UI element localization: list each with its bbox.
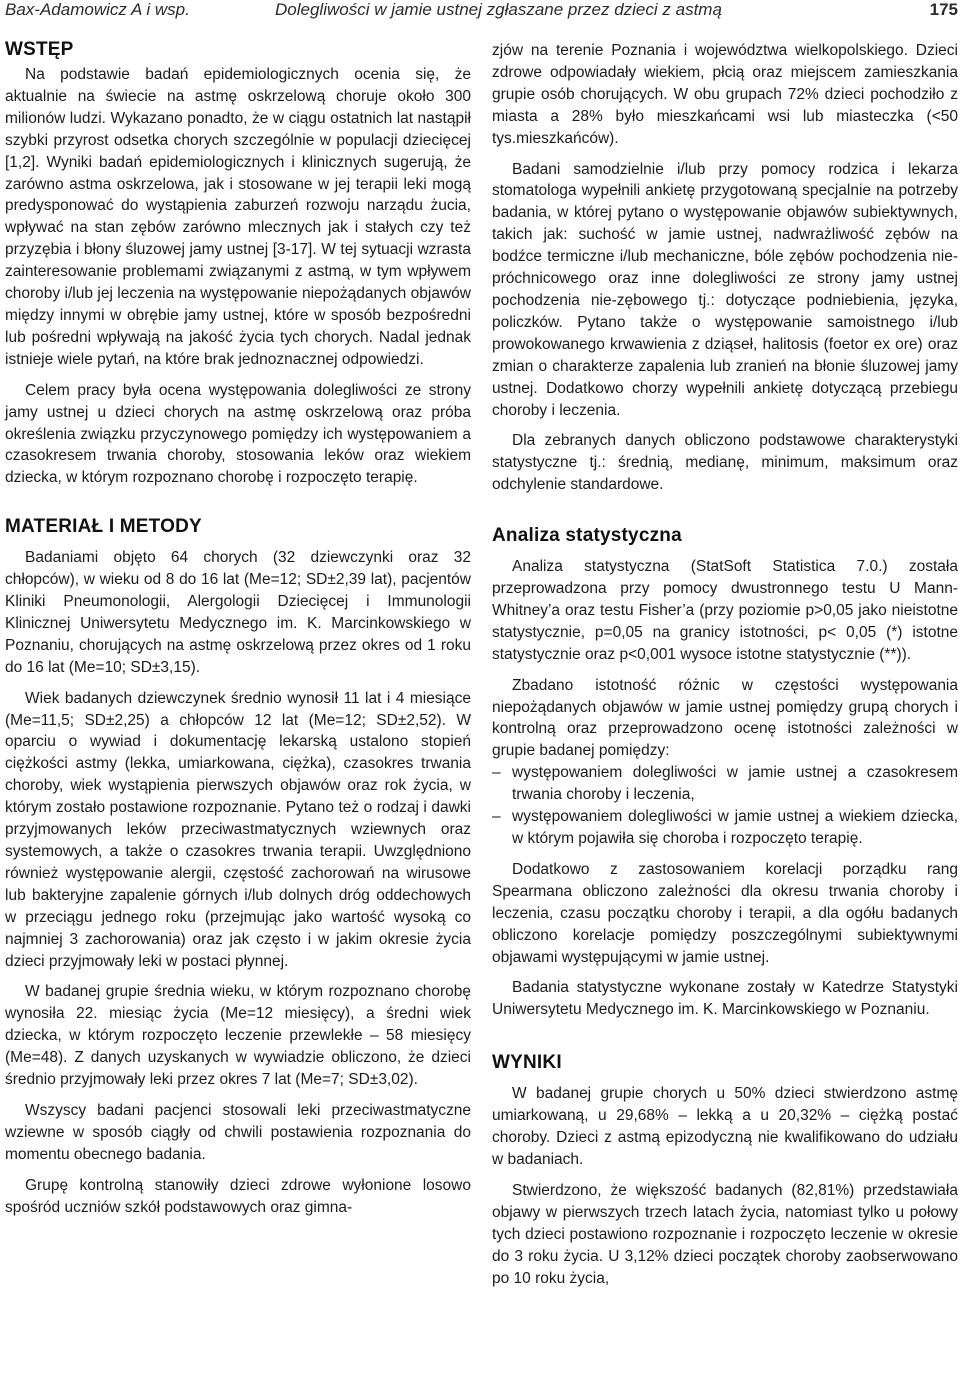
running-header (0, 0, 960, 22)
section-heading-results: WYNIKI (492, 1052, 562, 1074)
paragraph: Na podstawie badań epidemiologicznych ocenia się, że aktualnie na świecie na astmę oskrzelową choruje około 300 milionów ludzi. Wykazano ponadto, że w ciągu ostatnich lat nastąpił szybki przyrost odsetka chorych szczególnie w populacji dziecięcej [1,2]. Wyniki badań epidemiologicznych i klinicznych sugerują, że zarówno astma oskrzelowa, jak i stosowane w jej terapii leki mogą predysponować do wystąpienia zaburzeń rozwoju narządu żucia, wpływać na stan zębów zarówno mlecznych jak i stałych czy też przyzębia i błony śluzowej jamy ustnej [3-17]. W tej sytuacji wzrasta zainteresowanie problemami związanymi z astmą, w tym wpływem choroby i/lub jej leczenia na występowanie niepożądanych objawów między innymi w obrębie jamy ustnej, które w sposób bezpośredni lub pośredni wpływają na jakość życia tych chorych. Nadal jednak istnieje wiele pytań, na które brak jednoznacznej odpowiedzi. (5, 66, 471, 368)
page-number: 175 (929, 0, 958, 19)
header-title: Dolegliwości w jamie ustnej zgłaszane przez dzieci z astmą (275, 0, 722, 19)
section-heading-intro: WSTĘP (5, 39, 74, 60)
paragraph: Grupę kontrolną stanowiły dzieci zdrowe wyłonione losowo spośród uczniów szkół podstawowych oraz gimna- (5, 1176, 471, 1216)
paragraph: Dodatkowo z zastosowaniem korelacji porządku rang Spearmana obliczono zależności dla okresu trwania choroby i leczenia, czasu początku choroby i terapii, a dla ogółu badanych obliczono korelacje pomiędzy poszczególnymi subiektywnymi objawami występującymi w jamie ustnej. (492, 860, 958, 966)
list-item: – występowaniem dolegliwości w jamie ustnej a wiekiem dziecka, w którym pojawiła się choroba i rozpoczęto terapię. (492, 806, 958, 850)
section-heading-methods: MATERIAŁ I METODY (5, 516, 202, 538)
paragraph: Zbadano istotność różnic w częstości występowania niepożądanych objawów w jamie ustnej pomiędzy grupą chorych i kontrolną oraz przeprowadzono ocenę istotności zależności w grupie badanej pomiędzy: (492, 676, 958, 760)
paragraph: Badaniami objęto 64 chorych (32 dziewczynki oraz 32 chłopców), w wieku od 8 do 16 lat (Me=12; SD±2,39 lat), pacjentów Kliniki Pneumonologii, Alergologii Dziecięcej i Immunologii Klinicznej Uniwersytetu Medycznego im. K. Marcinkowskiego w Poznaniu, chorujących na astmę oskrzelową przez okres od 1 roku do 16 lat (Me=10; SD±3,15). (5, 549, 471, 676)
paragraph: Dla zebranych danych obliczono podstawowe charakterystyki statystyczne tj.: średnią, medianę, minimum, maksimum oraz odchylenie standardowe. (492, 432, 958, 494)
paragraph: Celem pracy była ocena występowania dolegliwości ze strony jamy ustnej u dzieci chorych na astmę oskrzelową oraz próba określenia związku przyczynowego pomiędzy ich występowaniem a czasokresem trwania choroby, stosowania leków oraz wiekiem dziecka, w którym rozpoznano chorobę i rozpoczęto terapię. (5, 381, 471, 487)
left-column (5, 38, 471, 1219)
paragraph: Wiek badanych dziewczynek średnio wynosił 11 lat i 4 miesiące (Me=11,5; SD±2,25) a chłopców 12 lat (Me=12; SD±2,52). W oparciu o wywiad i dokumentację lekarską ustalono stopień ciężkości astmy (lekka, umiarkowana, ciężka), czasokres trwania choroby, wiek wystąpienia pierwszych objawów oraz rok życia, w którym zostało postawione rozpoznanie. Pytano też o rodzaj i dawki przyjmowanych leków przeciwastmatycznych wziewnych oraz systemowych, a także o czasokres trwania terapii. Uwzględniono również występowanie alergii, częstość zachorowań na wirusowe lub bakteryjne zapalenie górnych i/lub dolnych dróg oddechowych w przeciągu jednego roku (przejmując jako wartość wysoką co najmniej 3 zachorowania) oraz jak często i w jakim okresie życia dzieci przyjmowały leki w postaci płynnej. (5, 689, 471, 970)
paragraph: W badanej grupie średnia wieku, w którym rozpoznano chorobę wynosiła 22. miesiąc życia (Me=12 miesięcy), a średni wiek dziecka, w którym rozpoczęto leczenie przewlekłe – 58 miesięcy (Me=48). Z danych uzyskanych w wywiadzie obliczono, że dzieci średnio przyjmowały leki przez okres 7 lat (Me=7; SD±3,02). (5, 983, 471, 1089)
paragraph: Stwierdzono, że większość badanych (82,81%) przedstawiała objawy w pierwszych trzech latach życia, natomiast tylko u połowy tych dzieci postawiono rozpoznanie i rozpoczęto leczenie w okresie do 3 roku życia. U 3,12% dzieci początek choroby zaobserwowano po 10 roku życia, (492, 1181, 958, 1287)
right-column (492, 40, 958, 1289)
header-authors: Bax-Adamowicz A i wsp. (5, 0, 190, 19)
paragraph: Analiza statystyczna (StatSoft Statistica 7.0.) została przeprowadzona przy pomocy dwustronnego testu U Mann-Whitney’a oraz testu Fisher’a (przy poziomie p>0,05 jako nieistotne statystycznie, p=0,05 na granicy istotności, p< 0,05 (*) istotne statystycznie oraz p<0,001 wysoce istotne statystycznie (**)). (492, 558, 958, 663)
paragraph: Badani samodzielnie i/lub przy pomocy rodzica i lekarza stomatologa wypełnili ankietę przygotowaną specjalnie na potrzeby badania, w której pytano o występowanie objawów subiektywnych, takich jak: suchość w jamie ustnej, nadwrażliwość zębów na bodźce termiczne i/lub mechaniczne, bóle zębów pochodzenia nie-próchnicowego oraz inne dolegliwości ze strony jamy ustnej pochodzenia nie-zębowego tj.: dotyczące podniebienia, języka, policzków. Pytano także o występowanie samoistnego i/lub prowokowanego krwawienia z dziąseł, halitosis (foetor ex ore) oraz zmian o charakterze zapalenia lub zranień na błonie śluzowej jamy ustnej. Dodatkowo chorzy wypełnili ankietę dotyczącą przebiegu choroby i leczenia. (492, 160, 958, 419)
list-item: – występowaniem dolegliwości w jamie ustnej a czasokresem trwania choroby i leczenia, (492, 762, 958, 806)
section-heading-statistics: Analiza statystyczna (492, 525, 682, 547)
paragraph: W badanej grupie chorych u 50% dzieci stwierdzono astmę umiarkowaną, u 29,68% – lekką a u 20,32% – ciężką postać choroby. Dzieci z astmą epizodyczną nie kwalifikowano do udziału w badaniach. (492, 1085, 958, 1168)
paragraph: Badania statystyczne wykonane zostały w Katedrze Statystyki Uniwersytetu Medycznego im. K. Marcinkowskiego w Poznaniu. (492, 979, 958, 1019)
paragraph: zjów na terenie Poznania i województwa wielkopolskiego. Dzieci zdrowe odpowiadały wiekiem, płcią oraz miejscem zamieszkania grupie osób chorujących. W obu grupach 72% dzieci pochodziło z miasta a 28% było mieszkańcami wsi lub miasteczka (<50 tys.mieszkańców). (492, 42, 958, 147)
paragraph: Wszyscy badani pacjenci stosowali leki przeciwastmatyczne wziewne w sposób ciągły od chwili postawienia rozpoznania do momentu obecnego badania. (5, 1101, 471, 1163)
